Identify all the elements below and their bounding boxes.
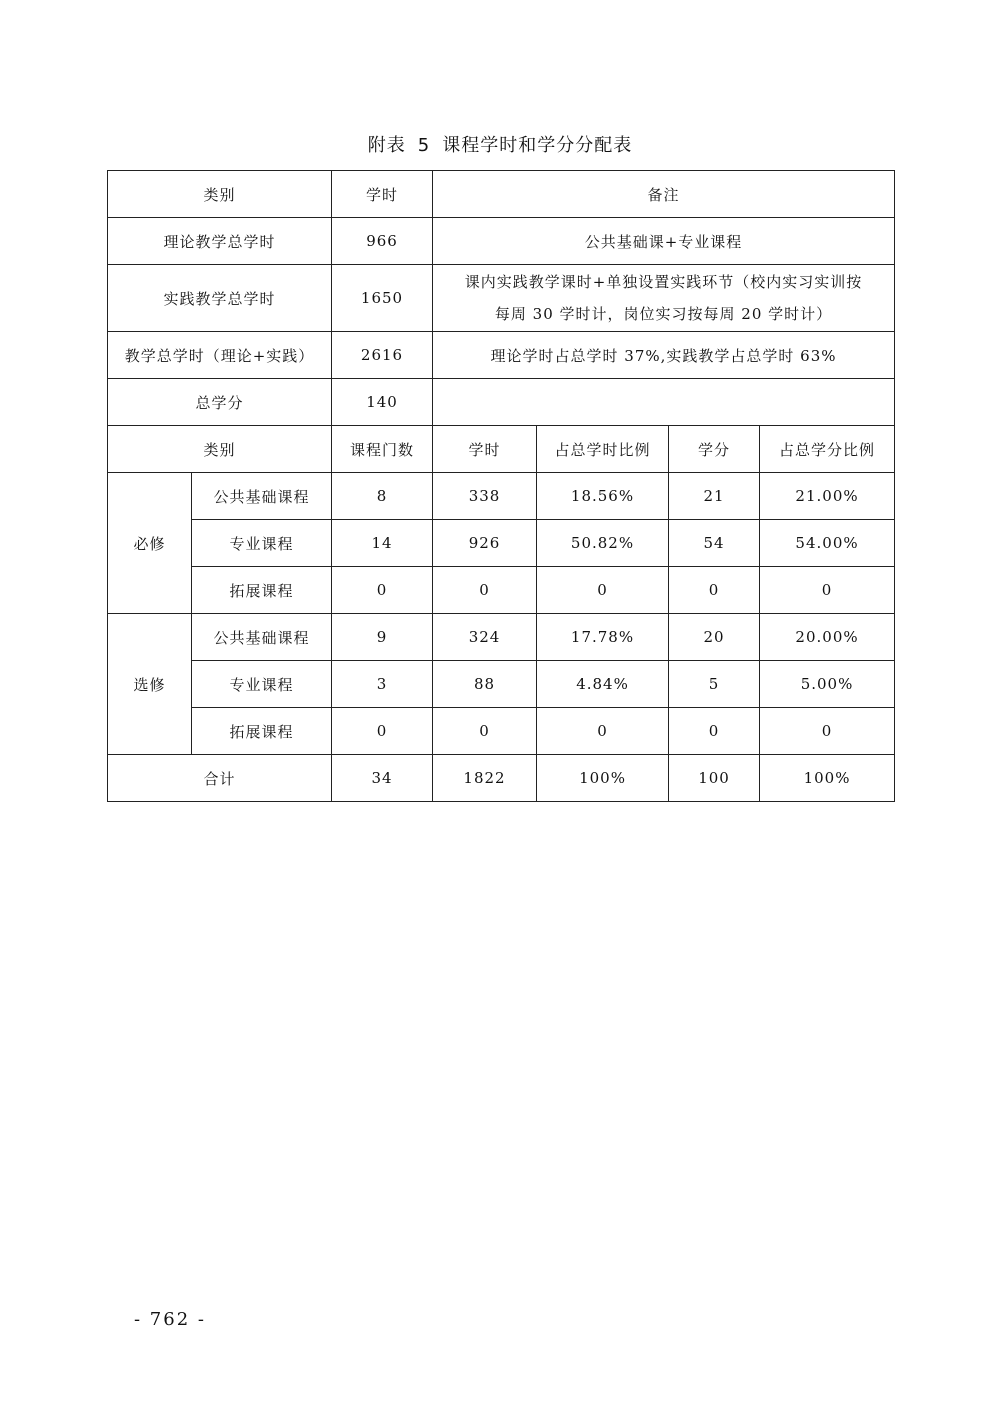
hours-ratio: 50.82%	[537, 520, 669, 567]
course-hours: 0	[433, 567, 537, 614]
table-row	[108, 614, 895, 661]
table-row	[108, 567, 895, 614]
summary-note-line: 每周 30 学时计，岗位实习按每周 20 学时计）	[494, 305, 833, 323]
summary-note: 公共基础课+专业课程	[433, 218, 895, 265]
title-prefix: 附表	[367, 135, 406, 156]
summary-note-line: 课内实践教学课时+单独设置实践环节（校内实习实训按	[464, 273, 863, 291]
summary-row-total-credits	[108, 379, 895, 426]
course-type: 公共基础课程	[192, 614, 332, 661]
hours-ratio: 18.56%	[537, 473, 669, 520]
allocation-table	[107, 170, 895, 802]
credits-ratio: 5.00%	[760, 661, 895, 708]
summary-label: 教学总学时（理论+实践）	[108, 332, 332, 379]
hours-ratio: 4.84%	[537, 661, 669, 708]
summary-header-row	[108, 171, 895, 218]
table-row	[108, 661, 895, 708]
detail-header-hours: 学时	[433, 426, 537, 473]
summary-row-practice	[108, 265, 895, 332]
total-hours-ratio: 100%	[537, 755, 669, 802]
header-category: 类别	[108, 171, 332, 218]
course-credits: 54	[669, 520, 760, 567]
table-row	[108, 708, 895, 755]
header-note: 备注	[433, 171, 895, 218]
course-type: 公共基础课程	[192, 473, 332, 520]
total-row	[108, 755, 895, 802]
summary-value: 140	[332, 379, 433, 426]
course-count: 14	[332, 520, 433, 567]
total-label: 合计	[108, 755, 332, 802]
credits-ratio: 21.00%	[760, 473, 895, 520]
credits-ratio: 20.00%	[760, 614, 895, 661]
course-credits: 0	[669, 567, 760, 614]
course-count: 3	[332, 661, 433, 708]
detail-header-category: 类别	[108, 426, 332, 473]
credits-ratio: 0	[760, 708, 895, 755]
detail-header-hours-ratio: 占总学时比例	[537, 426, 669, 473]
title-text: 课程学时和学分分配表	[442, 135, 633, 156]
course-credits: 20	[669, 614, 760, 661]
detail-header-courses: 课程门数	[332, 426, 433, 473]
summary-value: 1650	[332, 265, 433, 332]
page-title	[0, 131, 1000, 157]
course-count: 0	[332, 708, 433, 755]
course-count: 8	[332, 473, 433, 520]
table-row	[108, 520, 895, 567]
total-credits: 100	[669, 755, 760, 802]
summary-label: 实践教学总学时	[108, 265, 332, 332]
hours-ratio: 17.78%	[537, 614, 669, 661]
detail-header-credits-ratio: 占总学分比例	[760, 426, 895, 473]
summary-row-total-hours	[108, 332, 895, 379]
course-hours: 0	[433, 708, 537, 755]
summary-value: 966	[332, 218, 433, 265]
title-number: 5	[417, 135, 431, 156]
hours-ratio: 0	[537, 567, 669, 614]
course-credits: 5	[669, 661, 760, 708]
credits-ratio: 54.00%	[760, 520, 895, 567]
course-type: 专业课程	[192, 661, 332, 708]
course-type: 专业课程	[192, 520, 332, 567]
course-hours: 324	[433, 614, 537, 661]
summary-row-theory	[108, 218, 895, 265]
group-label-elective: 选修	[108, 614, 192, 755]
total-credits-ratio: 100%	[760, 755, 895, 802]
course-count: 9	[332, 614, 433, 661]
total-courses: 34	[332, 755, 433, 802]
summary-label: 理论教学总学时	[108, 218, 332, 265]
hours-ratio: 0	[537, 708, 669, 755]
total-hours: 1822	[433, 755, 537, 802]
course-type: 拓展课程	[192, 567, 332, 614]
course-type: 拓展课程	[192, 708, 332, 755]
table-row	[108, 473, 895, 520]
course-credits: 21	[669, 473, 760, 520]
course-hours: 88	[433, 661, 537, 708]
summary-note	[433, 265, 895, 332]
detail-header-row	[108, 426, 895, 473]
header-hours: 学时	[332, 171, 433, 218]
summary-label: 总学分	[108, 379, 332, 426]
summary-note	[433, 379, 895, 426]
detail-header-credits: 学分	[669, 426, 760, 473]
course-hours: 926	[433, 520, 537, 567]
page-number: - 762 -	[134, 1309, 206, 1330]
course-count: 0	[332, 567, 433, 614]
summary-note: 理论学时占总学时 37%,实践教学占总学时 63%	[433, 332, 895, 379]
summary-value: 2616	[332, 332, 433, 379]
course-credits: 0	[669, 708, 760, 755]
credits-ratio: 0	[760, 567, 895, 614]
course-hours: 338	[433, 473, 537, 520]
group-label-required: 必修	[108, 473, 192, 614]
